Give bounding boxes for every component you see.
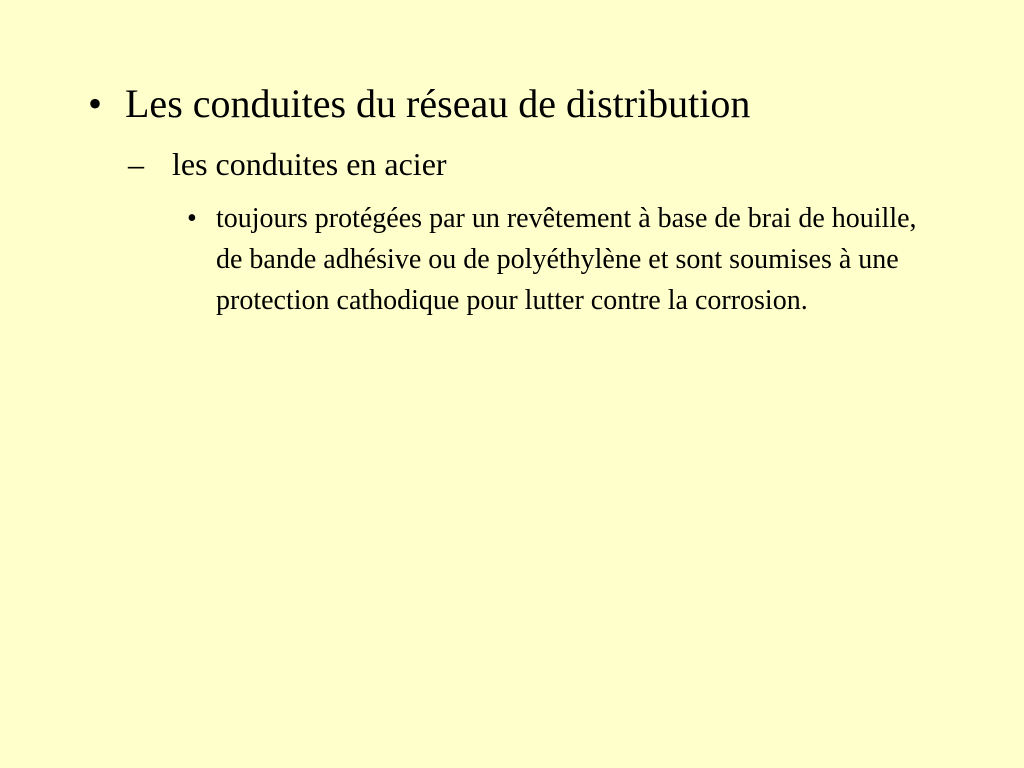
bullet-level-3 bbox=[187, 198, 947, 321]
bullet-level-3-text: toujours protégées par un revêtement à base de brai de houille, de bande adhésive ou de polyéthylène et sont soumises à une protection cathodique pour lutter contre la corrosion. bbox=[216, 203, 917, 316]
small-bullet-icon: • bbox=[187, 203, 197, 234]
bullet-icon: • bbox=[88, 81, 103, 126]
bullet-level-1-text: Les conduites du réseau de distribution bbox=[125, 81, 751, 126]
dash-icon: – bbox=[128, 146, 144, 182]
bullet-level-2 bbox=[128, 145, 447, 183]
bullet-level-2-text: les conduites en acier bbox=[172, 146, 447, 182]
bullet-level-1 bbox=[88, 80, 750, 128]
